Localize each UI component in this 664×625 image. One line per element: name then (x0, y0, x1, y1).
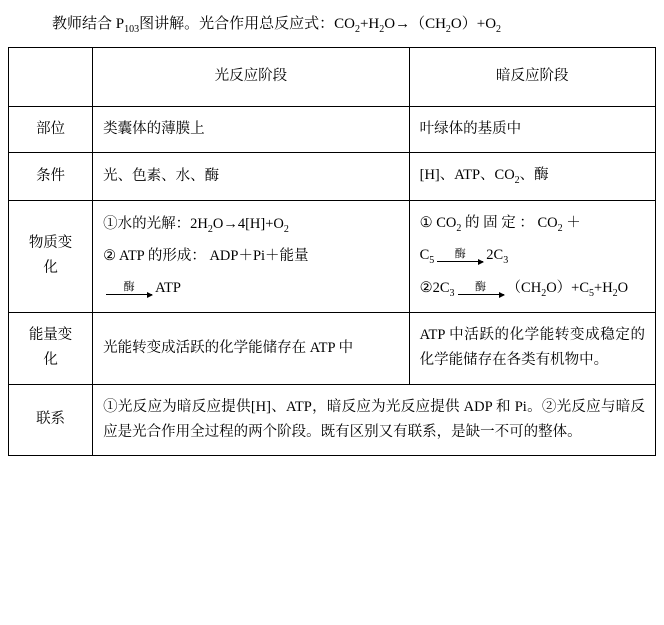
dark-equation-1 (420, 211, 645, 237)
enzyme-arrow-icon (458, 282, 504, 295)
eq-mid: O→（CH (384, 16, 446, 32)
o2-subscript: 2 (496, 24, 502, 35)
cell-conditions-dark (409, 153, 655, 200)
dark-eq3-a: ②2C (419, 279, 450, 296)
label-line-2: 化 (43, 352, 58, 369)
dark-eq2-b: 2C (486, 247, 504, 264)
cell-location-light: 类囊体的薄膜上 (93, 107, 409, 153)
eq-tail: O）+O (450, 16, 497, 32)
cell-connection-merged: ①光反应为暗反应提供[H]、ATP，暗反应为光反应提供 ADP 和 Pi。②光反应与暗反应是光合作用全过程的两个阶段。既有区别又有联系，是缺一不可的整体。 (93, 384, 656, 456)
arrow-line (106, 294, 152, 295)
light-eq1-pre: ①水的光解：2H (103, 215, 208, 232)
intro-suffix: 图讲解。光合作用总反应式：CO (139, 16, 355, 32)
label-line-1: 物质变 (28, 234, 73, 251)
header-light-reaction: 光反应阶段 (93, 48, 409, 107)
dark-eq3-e: O (617, 279, 629, 296)
table-row (9, 200, 656, 312)
enzyme-arrow-label: 酶 (475, 280, 487, 293)
row-label-substance-change (9, 200, 93, 312)
h2o-subscript: 2 (379, 24, 385, 35)
conditions-dark-post: 、酶 (519, 167, 549, 184)
co2-subscript: 2 (354, 24, 360, 35)
intro-page-ref: 103 (124, 24, 140, 35)
dark-eq2-sub-a: 5 (429, 255, 435, 267)
arrow-line (437, 261, 483, 262)
cell-location-dark: 叶绿体的基质中 (409, 107, 655, 153)
eq-plus1: +H (359, 16, 380, 32)
cell-substance-dark (409, 200, 655, 312)
label-line-2: 化 (43, 260, 58, 277)
enzyme-arrow-icon (437, 249, 483, 262)
header-corner-cell (9, 48, 93, 107)
table-row (9, 153, 656, 200)
dark-eq1-b: 的 固 定 ： CO (461, 214, 558, 231)
dark-eq3-sub-a: 3 (449, 287, 455, 299)
intro-paragraph (0, 0, 664, 47)
dark-eq3-sub-b: 2 (541, 287, 547, 299)
arrow-line (458, 294, 504, 295)
dark-eq1-c: ＋ (562, 214, 581, 231)
dark-eq3-sub-c: 5 (589, 287, 595, 299)
ch2o-subscript: 2 (445, 24, 451, 35)
label-line-1: 能量变 (28, 326, 73, 343)
table-header-row (9, 48, 656, 107)
dark-eq2-a: C (419, 247, 430, 264)
light-equation-1 (103, 212, 398, 238)
light-eq1-mid: O→4[H]+O (212, 215, 284, 232)
enzyme-arrow-label: 酶 (454, 248, 466, 261)
light-eq3-product: ATP (155, 279, 181, 296)
dark-eq3-c: O）+C (546, 279, 590, 296)
table-row (9, 312, 656, 384)
light-equation-2: ② ATP 的形成： ADP＋Pi＋能量 (103, 248, 309, 265)
conditions-dark-pre: [H]、ATP、CO (419, 167, 515, 184)
dark-eq1-sub-a: 2 (456, 222, 462, 234)
dark-eq1-a: ① CO (419, 214, 457, 231)
row-label-location: 部位 (9, 107, 93, 153)
row-label-conditions: 条件 (9, 153, 93, 200)
dark-eq3-sub-d: 2 (612, 287, 618, 299)
light-eq1-sub2: 2 (283, 223, 289, 235)
dark-equation-2 (420, 243, 645, 269)
header-dark-reaction: 暗反应阶段 (409, 48, 655, 107)
dark-eq3-b: （CH (506, 279, 542, 296)
cell-conditions-light: 光、色素、水、酶 (93, 153, 409, 200)
cell-energy-light: 光能转变成活跃的化学能储存在 ATP 中 (93, 312, 409, 384)
light-eq1-sub1: 2 (207, 223, 213, 235)
dark-eq2-sub-b: 3 (503, 255, 509, 267)
conditions-dark-sub: 2 (514, 175, 520, 187)
cell-energy-dark: ATP 中活跃的化学能转变成稳定的化学能储存在各类有机物中。 (409, 312, 655, 384)
row-label-energy-change (9, 312, 93, 384)
dark-eq1-sub-b: 2 (557, 222, 563, 234)
row-label-connection: 联系 (9, 384, 93, 456)
photosynthesis-comparison-table (8, 47, 656, 456)
enzyme-arrow-icon (106, 282, 152, 295)
dark-equation-3 (420, 276, 645, 302)
intro-prefix: 教师结合 P (52, 16, 125, 32)
table-row (9, 107, 656, 153)
light-equation-3 (103, 276, 398, 301)
enzyme-arrow-label: 酶 (123, 280, 135, 293)
dark-eq3-d: +H (594, 279, 613, 296)
cell-substance-light (93, 200, 409, 312)
table-row (9, 384, 656, 456)
